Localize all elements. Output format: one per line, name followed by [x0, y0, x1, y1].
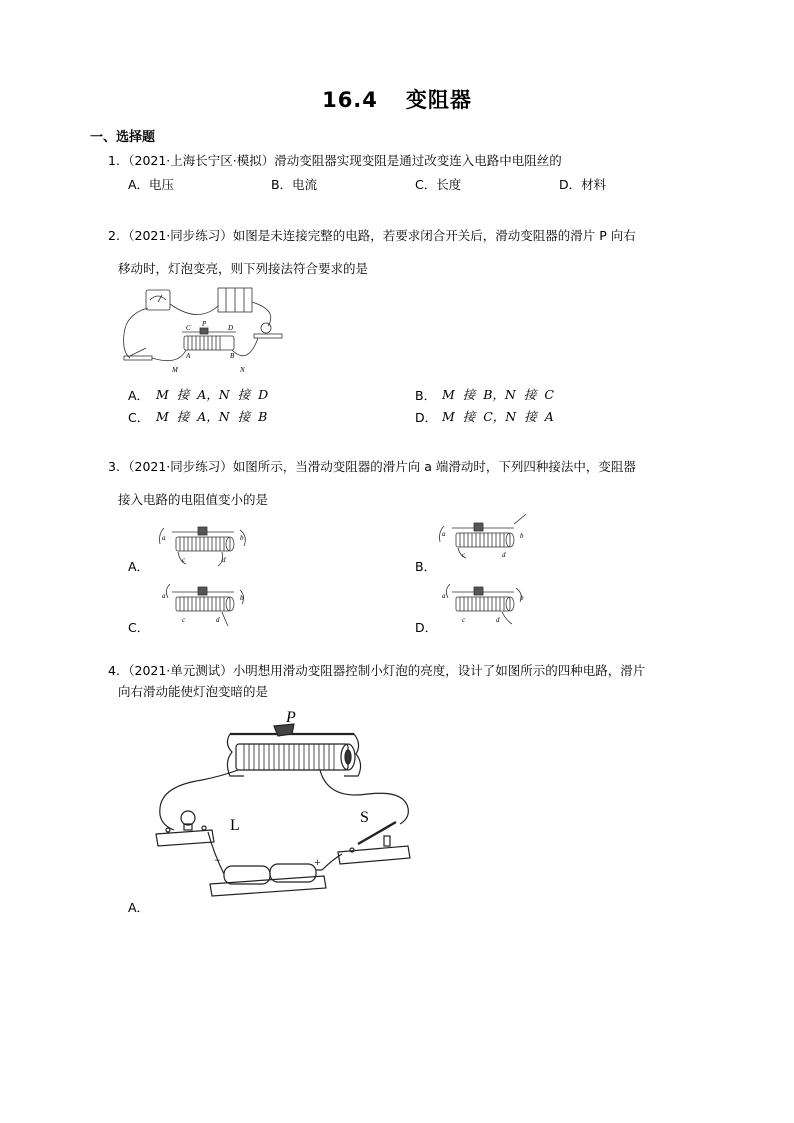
- q3d-label-b: b: [520, 594, 524, 602]
- question-3-figure-d: [436, 580, 528, 628]
- bulb: [261, 323, 271, 333]
- question-2-option-c-text: M 接 A，N 接 B: [156, 409, 268, 424]
- q3b-label-b: b: [520, 532, 524, 540]
- q3c-label-b: b: [240, 594, 244, 602]
- q3b-label-c: c: [462, 551, 466, 559]
- question-2-option-c-label: C．: [128, 410, 150, 425]
- label-a: A: [186, 352, 191, 360]
- label-d: D: [228, 324, 234, 332]
- question-1-option-b: B．电流: [271, 177, 318, 192]
- label-l: L: [230, 817, 240, 834]
- q3c-label-a: a: [162, 592, 166, 600]
- label-s: S: [360, 809, 369, 826]
- page-title: [0, 84, 794, 114]
- question-4-stem-line-1: （2021·单元测试）小明想用滑动变阻器控制小灯泡的亮度，设计了如图所示的四种电路，滑片: [122, 663, 646, 678]
- title-number: 16.4: [322, 88, 378, 112]
- question-4-circuit-figure: [152, 704, 418, 908]
- question-2-circuit-figure: [118, 284, 290, 376]
- label-n: N: [240, 366, 245, 374]
- label-b: B: [230, 352, 235, 360]
- q3d-label-c: c: [462, 616, 466, 624]
- label-minus: −: [214, 853, 221, 867]
- q3c-label-c: c: [182, 616, 186, 624]
- q3c-label-d: d: [216, 616, 220, 624]
- question-2-option-a-label: A．: [128, 388, 150, 403]
- label-m: M: [172, 366, 178, 374]
- question-3-option-a: A．: [128, 559, 150, 574]
- title-text: 变阻器: [405, 88, 472, 112]
- question-3-option-b: B．: [415, 559, 437, 574]
- question-3-figure-b: [436, 514, 528, 562]
- q3a-label-b: b: [240, 534, 244, 542]
- question-1-option-d: D．材料: [559, 177, 607, 192]
- question-2-option-b-text: M 接 B，N 接 C: [442, 387, 554, 402]
- label-c: C: [186, 324, 191, 332]
- question-4-stem-line-2: 向右滑动能使灯泡变暗的是: [118, 684, 269, 699]
- q3a-label-c: c: [182, 556, 186, 564]
- label-p: P: [202, 320, 207, 328]
- question-3-stem-line-2: 接入电路的电阻值变小的是: [118, 492, 269, 507]
- question-2-option-a-text: M 接 A，N 接 D: [156, 387, 269, 402]
- question-4-option-a: A．: [128, 900, 150, 915]
- q3a-label-a: a: [162, 534, 166, 542]
- question-1-number: 1.: [108, 153, 120, 168]
- question-3-stem-line-1: （2021·同步练习）如图所示，当滑动变阻器的滑片向 a 端滑动时，下列四种接法中，变阻器: [122, 459, 636, 474]
- question-3-option-d: D．: [415, 620, 438, 635]
- question-1-stem: （2021·上海长宁区·模拟）滑动变阻器实现变阻是通过改变连入电路中电阻丝的: [122, 153, 562, 168]
- label-plus: +: [314, 855, 321, 869]
- section-heading: 一、选择题: [90, 130, 156, 145]
- q3b-label-d: d: [502, 551, 506, 559]
- question-2-stem-line-1: （2021·同步练习）如图是未连接完整的电路，若要求闭合开关后，滑动变阻器的滑片 P 向右: [122, 228, 636, 243]
- question-3-figure-c: [156, 580, 248, 628]
- question-1-option-c: C．长度: [415, 177, 462, 192]
- question-2-option-d-text: M 接 C，N 接 A: [442, 409, 554, 424]
- question-3-option-c: C．: [128, 620, 150, 635]
- q3a-label-d: d: [222, 556, 226, 564]
- rheostat: [184, 336, 234, 350]
- question-3-figure-a: [156, 520, 248, 568]
- question-4-number: 4.: [108, 663, 120, 678]
- q3d-label-a: a: [442, 592, 446, 600]
- question-2-option-d-label: D．: [415, 410, 438, 425]
- label-p: P: [286, 709, 296, 726]
- q3b-label-a: a: [442, 530, 446, 538]
- question-1-option-a: A．电压: [128, 177, 175, 192]
- question-3-number: 3.: [108, 459, 120, 474]
- ammeter: [146, 290, 170, 310]
- question-2-stem-line-2: 移动时，灯泡变亮，则下列接法符合要求的是: [118, 261, 369, 276]
- q3d-label-d: d: [496, 616, 500, 624]
- question-2-option-b-label: B．: [415, 388, 437, 403]
- question-2-number: 2.: [108, 228, 120, 243]
